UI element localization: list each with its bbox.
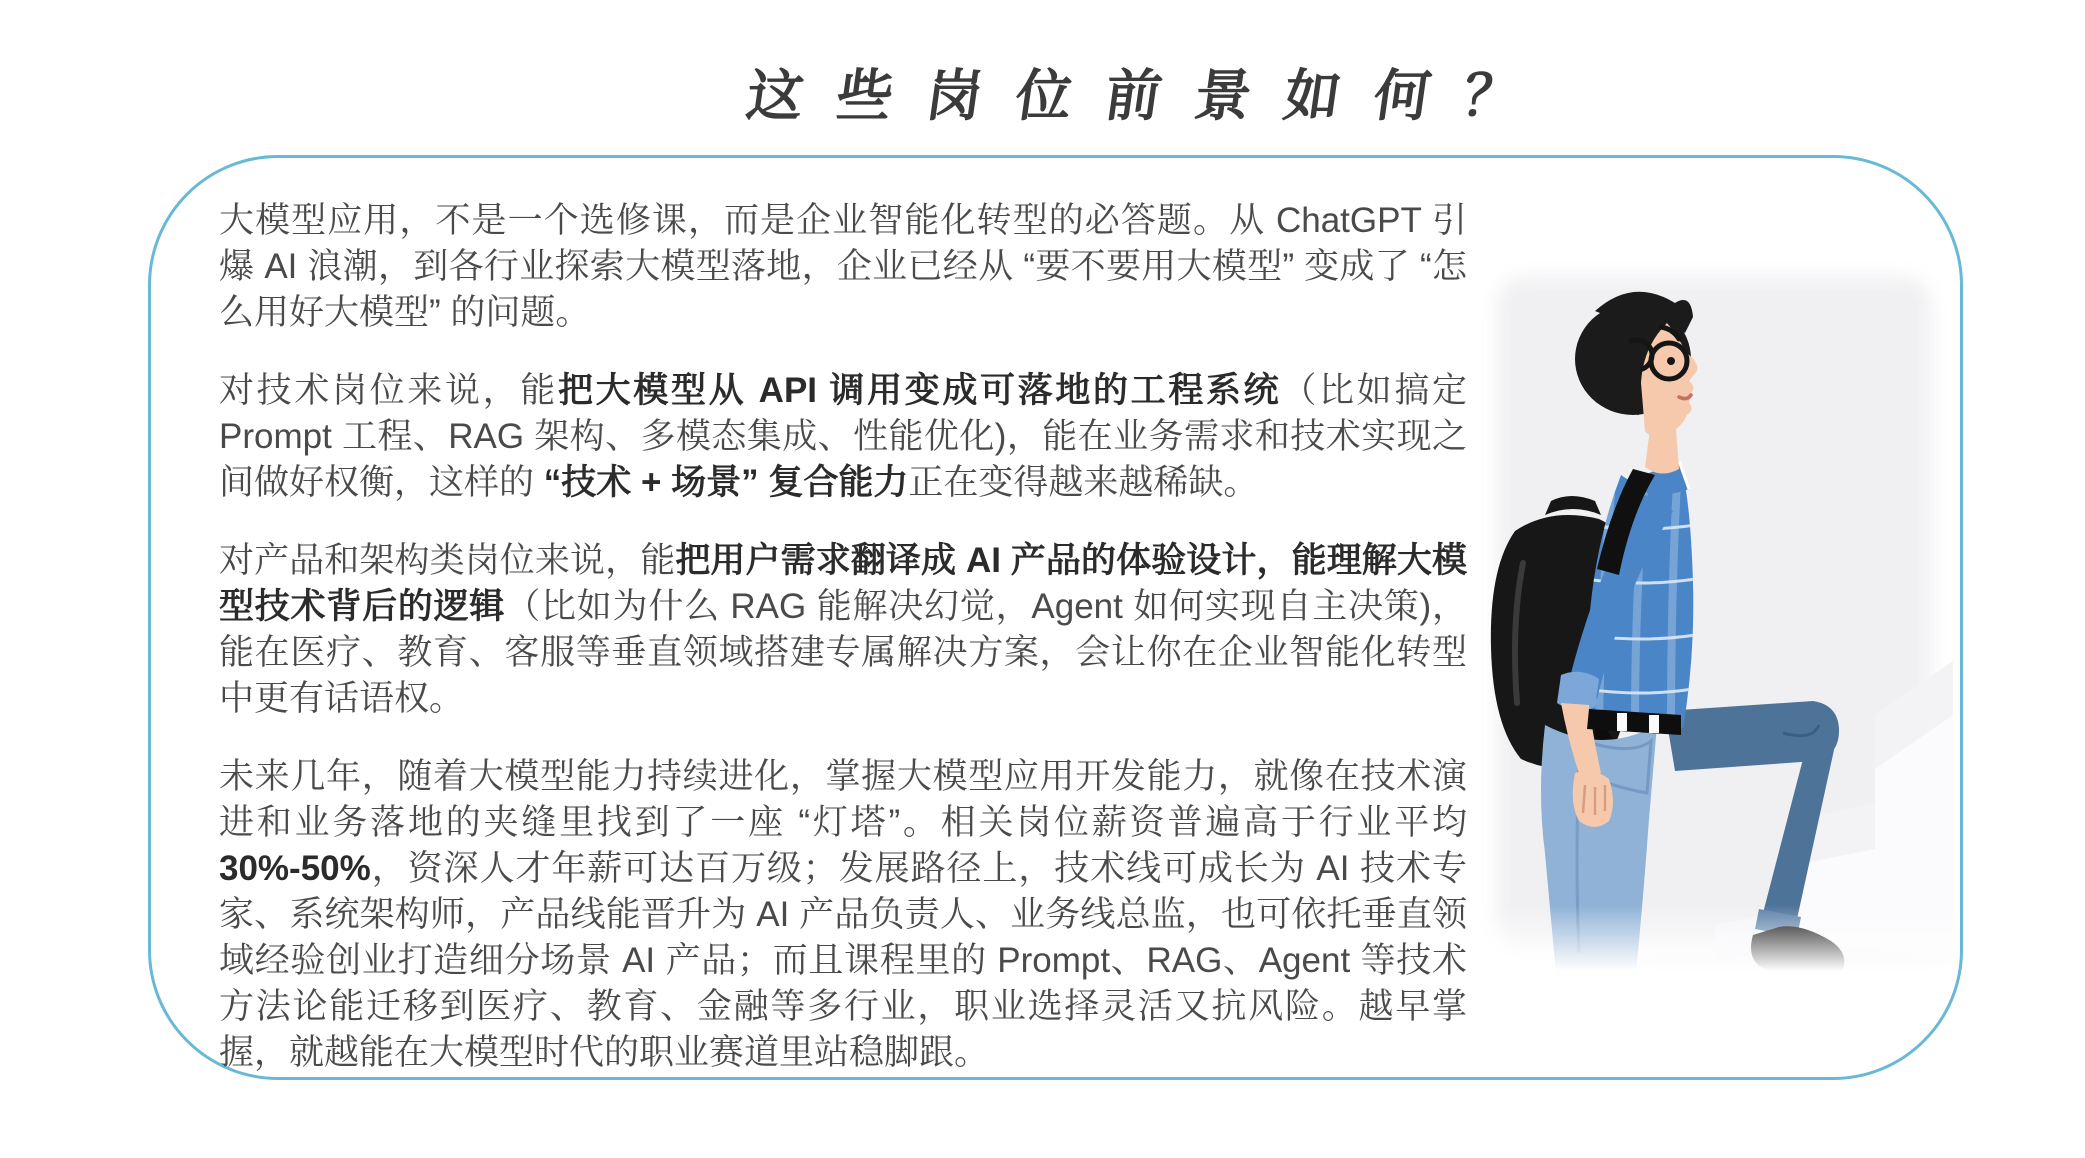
paragraph: 未来几年，随着大模型能力持续进化，掌握大模型应用开发能力，就像在技术演进和业务落地的夹缝里找到了一座 “灯塔”。相关岗位薪资普遍高于行业平均 30%-50%，资深人才年薪可达百万级；发展路径上，技术线可成长为 AI 技术专家、系统架构师，产品线能晋升为 AI 产品负责人、业务线总监，也可依托垂直领域经验创业打造细分场景 AI 产品；而且课程里的 Prompt、RAG、Agent 等技术方法论能迁移到医疗、教育、金融等多行业，职业选择灵活又抗风险。越早掌握，就越能在大模型时代的职业赛道里站稳脚跟。 (219, 757, 1467, 1072)
illustration-bottom-fade (1483, 905, 1953, 983)
paragraph: 对产品和架构类岗位来说，能把用户需求翻译成 AI 产品的体验设计，能理解大模型技术背后的逻辑（比如为什么 RAG 能解决幻觉，Agent 如何实现自主决策)，能在医疗、教育、客服等垂直领域搭建专属解决方案，会让你在企业智能化转型中更有话语权。 (219, 541, 1467, 718)
man-climbing-stairs-illustration (1483, 263, 1953, 983)
page-title: 这 些 岗 位 前 景 如 何 ？ (742, 64, 1534, 127)
head (1575, 292, 1697, 474)
paragraph: 大模型应用，不是一个选修课，而是企业智能化转型的必答题。从 ChatGPT 引爆 AI 浪潮，到各行业探索大模型落地，企业已经从 “要不要用大模型” 变成了 “怎么用好大模型” 的问题。 (219, 201, 1467, 332)
card-text (219, 198, 1467, 1076)
paragraph: 对技术岗位来说，能把大模型从 API 调用变成可落地的工程系统（比如搞定 Prompt 工程、RAG 架构、多模态集成、性能优化)，能在业务需求和技术实现之间做好权衡，这样的 “技术 + 场景” 复合能力正在变得越来越稀缺。 (219, 371, 1467, 502)
content-card (148, 155, 1963, 1080)
illustration (1483, 263, 1953, 983)
